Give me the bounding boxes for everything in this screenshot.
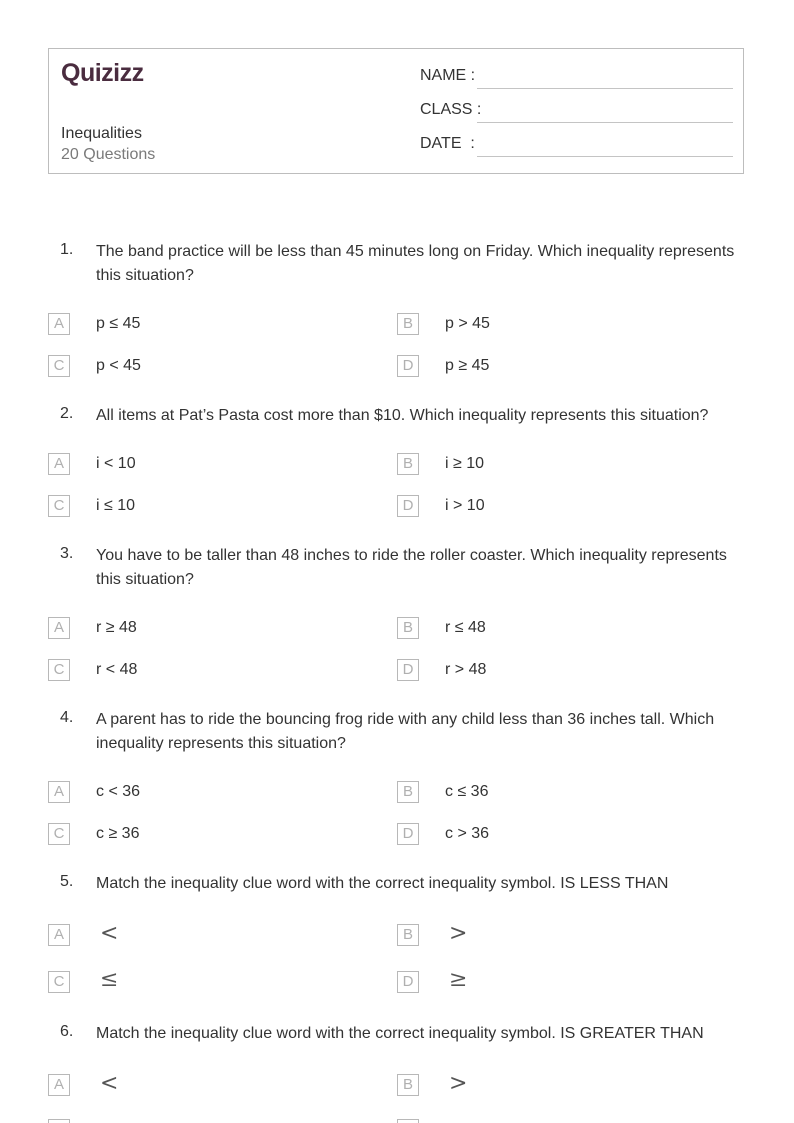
question-number: 2. [60,405,74,422]
question-number: 6. [60,1023,74,1040]
option-c-box[interactable]: C [48,823,70,845]
option-c-box[interactable]: C [48,971,70,993]
option-c-text: p < 45 [96,357,141,374]
option-a-box[interactable]: A [48,781,70,803]
question-number: 5. [60,873,74,890]
name-line[interactable] [477,88,733,89]
option-b-box[interactable]: B [397,1074,419,1096]
question-count: 20 Questions [61,146,156,163]
option-b-text: p > 45 [445,315,490,332]
option-d-box[interactable]: D [397,659,419,681]
option-d-box[interactable]: D [397,971,419,993]
option-c-symbol: ≤ [100,967,119,992]
option-d-text: i > 10 [445,497,485,514]
date-line[interactable] [477,156,733,157]
question-text: Match the inequality clue word with the correct inequality symbol. IS LESS THAN [96,875,669,892]
option-b-text: r ≤ 48 [445,619,486,636]
option-a-box[interactable]: A [48,313,70,335]
option-d-text: r > 48 [445,661,487,678]
question-text: Match the inequality clue word with the correct inequality symbol. IS GREATER THAN [96,1025,704,1042]
worksheet-title: Inequalities [61,125,142,142]
question-text: The band practice will be less than 45 minutes long on Friday. Which inequality represents this situation? [96,243,735,284]
option-b-text: i ≥ 10 [445,455,485,472]
option-a-symbol: < [100,921,119,946]
class-field[interactable] [420,101,733,125]
option-a-symbol: < [100,1071,119,1096]
option-c-text: r < 48 [96,661,138,678]
question-number: 3. [60,545,74,562]
option-a-box[interactable]: A [48,453,70,475]
question-text: All items at Pat’s Pasta cost more than $10. Which inequality represents this situation? [96,407,709,424]
question-text: You have to be taller than 48 inches to ride the roller coaster. Which inequality represents this situation? [96,547,727,588]
option-a-box[interactable]: A [48,1074,70,1096]
option-b-box[interactable]: B [397,617,419,639]
option-b-box[interactable]: B [397,781,419,803]
worksheet-header [48,48,744,174]
option-b-text: c ≤ 36 [445,783,489,800]
question-number: 1. [60,241,74,258]
date-label: DATE : [420,135,475,152]
name-label: NAME : [420,67,476,84]
option-b-symbol: > [449,921,468,946]
option-c-box[interactable]: C [48,495,70,517]
option-c-box[interactable]: C [48,355,70,377]
option-b-box[interactable]: B [397,453,419,475]
option-c-box-partial[interactable] [48,1119,70,1123]
option-b-symbol: > [449,1071,468,1096]
quizizz-logo [61,59,153,89]
name-field[interactable] [420,67,733,91]
question-text: A parent has to ride the bouncing frog ride with any child less than 36 inches tall. Which inequality represents this situation? [96,711,715,752]
option-a-text: i < 10 [96,455,136,472]
option-c-text: i ≤ 10 [96,497,136,514]
option-a-box[interactable]: A [48,924,70,946]
option-d-box[interactable]: D [397,823,419,845]
option-a-box[interactable]: A [48,617,70,639]
option-d-symbol: ≥ [449,967,468,992]
option-c-text: c ≥ 36 [96,825,140,842]
option-a-text: p ≤ 45 [96,315,141,332]
option-b-box[interactable]: B [397,924,419,946]
option-d-text: p ≥ 45 [445,357,490,374]
question-number: 4. [60,709,74,726]
class-label: CLASS : [420,101,482,118]
option-d-box-partial[interactable] [397,1119,419,1123]
option-d-box[interactable]: D [397,355,419,377]
option-a-text: r ≥ 48 [96,619,137,636]
class-line[interactable] [477,122,733,123]
option-b-box[interactable]: B [397,313,419,335]
option-a-text: c < 36 [96,783,141,800]
svg-text:Quizizz: Quizizz [61,59,144,87]
option-d-text: c > 36 [445,825,490,842]
option-c-box[interactable]: C [48,659,70,681]
option-d-box[interactable]: D [397,495,419,517]
date-field[interactable] [420,135,733,159]
